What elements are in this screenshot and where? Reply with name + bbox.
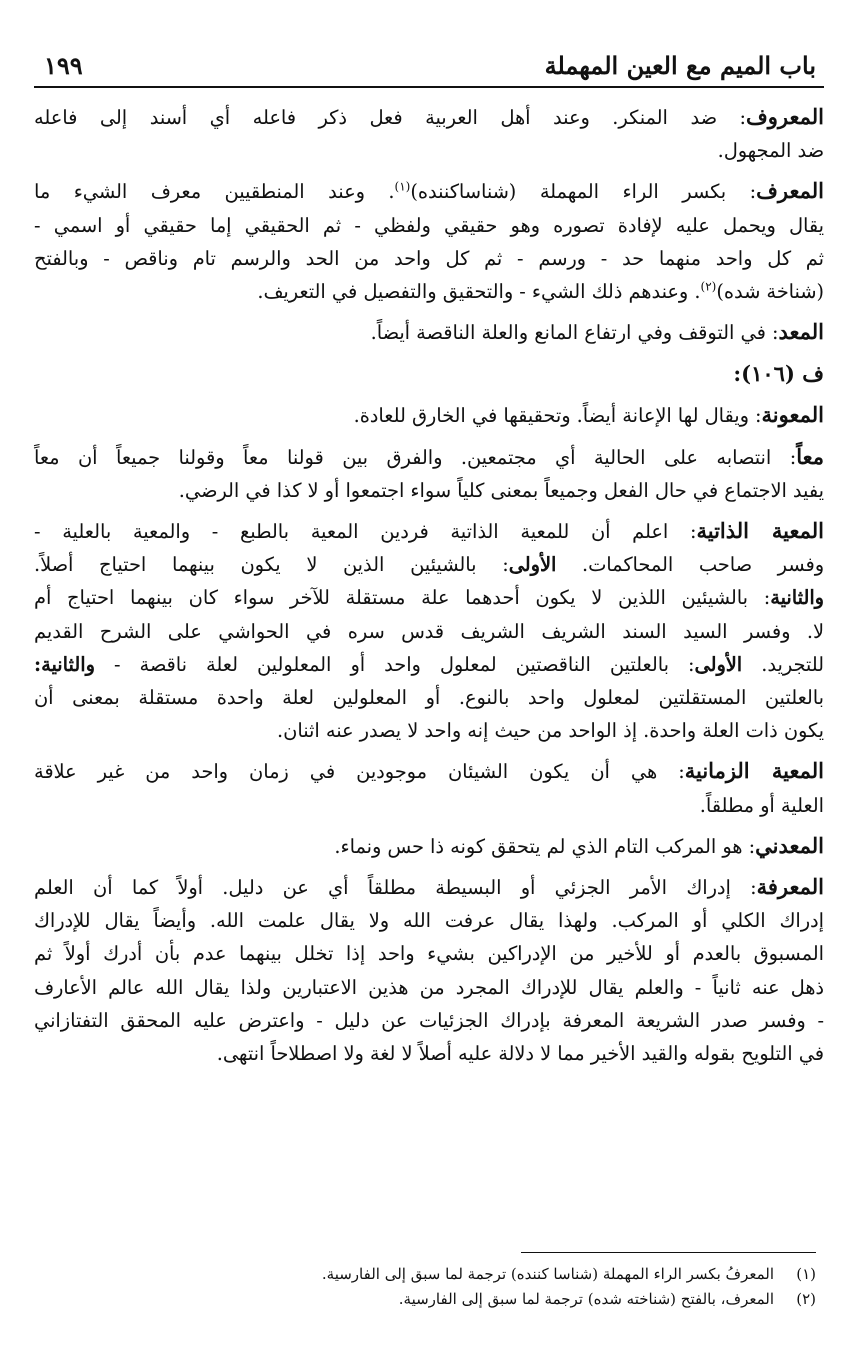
entry-text: يقال ويحمل عليه لإفادة تصوره وهو حقيقي ولفظي - ثم الحقيقي إما حقيقي أو اسمي - [34,213,824,237]
entry-text: : ضد المنكر. وعند أهل العربية فعل ذكر فاعله أي أسند إلى فاعله [34,106,746,129]
entry-text: : بالعلتين الناقصتين لمعلول واحد أو المعلولين لعلة ناقصة - [113,652,695,676]
entry-term: المعد [778,319,824,345]
entry-marifa [34,870,824,1070]
page-number: ١٩٩ [44,51,83,80]
entry-text: : بالشيئين الذين لا يكون بينهما احتياج أصلاً. [34,553,509,577]
entry-text: ذهل عنه ثانياً - والعلم يقال للإدراك المجرد من هذين الاعتبارين ولذا يقال الله عالم الأعارف [34,975,824,999]
page-body [34,100,824,1070]
entry-term: المعية الزمانية [684,758,824,784]
entry-text: : ويقال لها الإعانة أيضاً. وتحقيقها في الخارق للعادة. [353,404,762,428]
entry-muarraf [34,174,824,308]
footnote [40,1287,816,1312]
entry-text: ثم كل واحد منهما حد - ورسم - ثم كل واحد من الحد والرسم تام وناقص - وبالفتح [34,246,824,270]
section-heading: ف (١٠٦): [733,361,824,387]
footnote-text: المعرفُ بكسر الراء المهملة (شناسا كننده) ترجمة لما سبق إلى الفارسية. [321,1265,774,1283]
entry-text: : انتصابه على الحالية أي مجتمعين. والفرق بين قولنا معاً وقولنا جميعاً أن معاً [34,445,797,469]
entry-text: ضد المجهول. [717,139,824,163]
entry-text: . وعندهم ذلك الشيء - والتحقيق والتفصيل في التعريف. [257,280,701,304]
entry-text: المسبوق بالعدم أو للأخير من الإدراكين بشيء واحد إذا تخلل بينهما عدم بأن أدرك أولاً ثم [34,942,824,966]
entry-term: معاً [796,443,824,469]
entry-text: يكون ذات العلة واحدة. إذ الواحد من حيث إنه واحد لا يصدر عنه اثنان. [277,719,824,743]
entry-term: المعرفة [756,874,824,900]
footnote-ref[interactable]: (٢) [700,279,717,294]
entry-text: في التلويح بقوله والقيد الأخير مما لا دلالة عليه أصلاً لا لغة ولا اصطلاحاً انتهى. [216,1042,824,1066]
entry-text: لا. وفسر السيد السند الشريف الشريف قدس سره في الحواشي على الشرح القديم [34,619,824,643]
entry-maiyya-zamaniyya [34,754,824,821]
entry-text: للتجريد. [761,652,824,676]
entry-text: : في التوقف وفي ارتفاع المانع والعلة الناقصة أيضاً. [370,321,779,345]
entry-term: المعرف [756,178,824,204]
footnote-divider [521,1252,816,1253]
chapter-title: باب الميم مع العين المهملة [544,51,816,80]
entry-maruf [34,100,824,167]
entry-text: وفسر صاحب المحاكمات. [582,553,825,577]
footnote-ref[interactable]: (١) [394,179,411,194]
entry-subterm: والثانية: [34,652,95,676]
entry-muidd [34,315,824,349]
entry-maan [34,440,824,507]
footnotes [40,1262,816,1312]
entry-text: - وفسر صدر الشريعة المعرفة بإدراك الجزئيات عن دليل - واعترض عليه المحقق التفتازاني [34,1008,824,1032]
entry-term: المعدني [755,832,824,858]
entry-madani [34,829,824,863]
entry-text: : بكسر الراء المهملة (شناساكننده) [410,180,757,204]
footnote-text: المعرف، بالفتح (شناخته شده) ترجمة لما سبق إلى الفارسية. [398,1290,774,1308]
entry-text: بالعلتين المستقلتين لمعلول واحد بالنوع. أو المعلولين لعلة واحدة مستقلة بمعنى أن [34,686,824,710]
entry-text: العلية أو مطلقاً. [699,793,824,817]
entry-text: : هو المركب التام الذي لم يتحقق كونه ذا حس ونماء. [334,834,756,858]
entry-text: (شناخة شده) [716,280,824,304]
entry-term: المعية الذاتية [696,518,824,544]
entry-text: . وعند المنطقيين معرف الشيء ما [34,180,395,204]
entry-text: : إدراك الأمر الجزئي أو البسيطة مطلقاً أي عن دليل. أولاً كما أن العلم [34,876,757,900]
footnote-number: (٢) [796,1290,816,1308]
page-header [34,40,824,88]
entry-term: المعروف [745,104,824,129]
entry-text: : بالشيئين اللذين لا يكون أحدهما علة مستقلة للآخر سواء كان بينهما احتياج أم [34,586,771,610]
entry-subterm: والثانية [770,586,824,610]
entry-term: المعونة [761,402,824,428]
entry-text: : هي أن يكون الشيئان موجودين في زمان واحد من غير علاقة [34,760,685,784]
footnote-number: (١) [796,1265,816,1283]
footnote [40,1262,816,1287]
entry-text: : اعلم أن للمعية الذاتية فردين المعية بالطبع - والمعية بالعلية - [34,520,697,544]
entry-maiyya-dhatiyya [34,514,824,747]
entry-subterm: الأولى [694,652,743,676]
entry-text: إدراك الكلي أو المركب. ولهذا يقال عرفت الله ولا يقال علمت الله. وأيضاً يقال للإدراك [34,909,824,933]
entry-subterm: الأولى [508,553,557,577]
entry-maouna [34,398,824,432]
entry-text: يفيد الاجتماع في حال الفعل وجميعاً بمعنى كلياً سواء اجتمعوا أو لا كذا في الرضي. [178,478,824,502]
